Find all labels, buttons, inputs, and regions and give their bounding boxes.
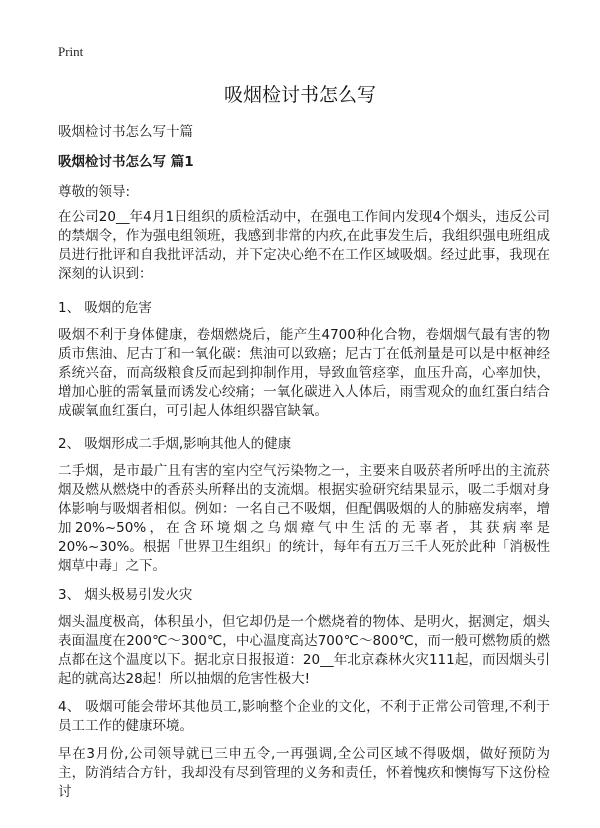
paragraph-1: 吸烟不利于身体健康，卷烟燃烧后，能产生4700种化合物，卷烟烟气最有害的物质市焦油、尼古丁和一氧化碳：焦油可以致癌；尼古丁在低剂量是可以是中枢神经系统兴奋，而高级粮食反而起到抑制作用，导致血管痉挛，血压升高，心率加快，增加心脏的需氧量而诱发心绞痛；一氧化碳进入人体后，雨雪观众的血红蛋白结合成碳氧血红蛋白，可引起人体组织器官缺氧。 <box>58 327 550 419</box>
print-label: Print <box>58 44 84 59</box>
page-title: 吸烟检讨书怎么写 <box>223 84 376 106</box>
paragraph-4: 早在3月份,公司领导就已三申五令,一再强调,全公司区域不得吸烟，做好预防为主，防消结合方针，我却没有尽到管理的义务和责任，怀着愧疚和懊悔写下这份检讨 <box>58 746 550 800</box>
section-heading-1: 1、 吸烟的危害 <box>58 300 152 316</box>
paragraph-3: 烟头温度极高，体积虽小，但它却仍是一个燃烧着的物体、是明火，据测定，烟头表面温度在200℃～300℃，中心温度高达700℃～800℃，而一般可燃物质的燃点都在这个温度以下。据北京日报报道：20__年北京森林火灾111起，而因烟头引起的就高达28起！所以抽烟的危害性极大! <box>58 614 550 687</box>
greeting: 尊敬的领导: <box>58 184 131 200</box>
section-heading-4: 4、 吸烟可能会带坏其他员工,影响整个企业的文化，不利于正常公司管理,不利于员工工作的健康环境。 <box>58 699 550 734</box>
intro-paragraph: 在公司20__年4月1日组织的质检活动中，在强电工作间内发现4个烟头，违反公司的禁烟令，作为强电组领班，我感到非常的内疚,在此事发生后，我组织强电班组成员进行批评和自我批评活动，并下定决心绝不在工作区域吸烟。经过此事，我现在深刻的认识到： <box>58 209 550 282</box>
section-title: 吸烟检讨书怎么写 篇1 <box>58 154 194 170</box>
section-heading-3: 3、 烟头极易引发火灾 <box>58 587 193 603</box>
document-subtitle: 吸烟检讨书怎么写十篇 <box>58 124 193 140</box>
paragraph-2: 二手烟，是市最广且有害的室内空气污染物之一，主要来自吸菸者所呼出的主流菸烟及燃从燃烧中的香菸头所释出的支流烟。根据实验研究结果显示，吸二手烟对身体影响与吸烟者相似。例如：一名自己不吸烟，但配偶吸烟的人的肺癌发病率，增加20%~50%，在含环境烟之乌烟瘴气中生活的无辜者，其获病率是20%~30%。根据「世界卫生组织」的统计，每年有五万三千人死於此种「消极性烟草中毒」之下。 <box>58 463 550 574</box>
section-heading-2: 2、 吸烟形成二手烟,影响其他人的健康 <box>58 436 292 452</box>
